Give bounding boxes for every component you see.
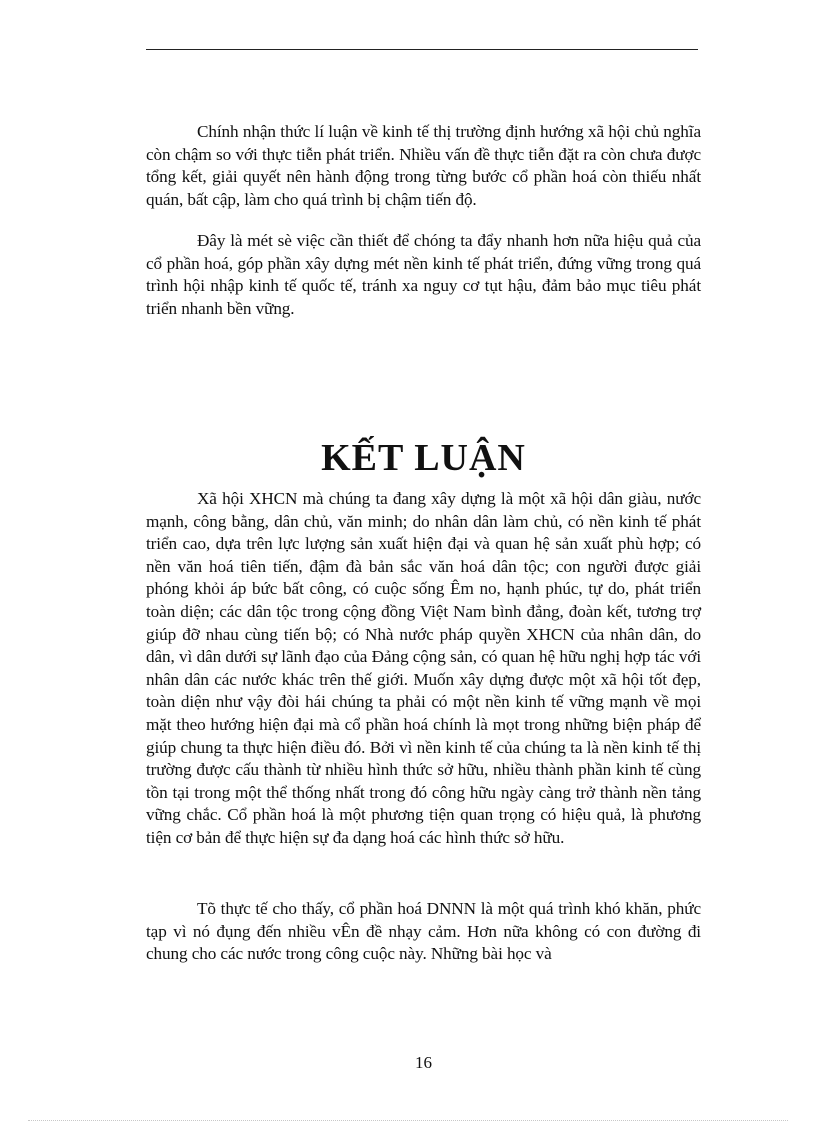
paragraph-conclusion-continued: Tõ thực tế cho thấy, cổ phần hoá DNNN là một quá trình khó khăn, phức tạp vì nó đụng đến nhiều vÊn đề nhạy cảm. Hơn nữa không có con đường đi chung cho các nước trong công cuộc này. Những bài học và <box>146 899 701 964</box>
page-bottom-edge <box>28 1120 788 1121</box>
header-rule <box>146 49 698 50</box>
paragraph-measures: Đây là mét sè việc cần thiết để chóng ta đẩy nhanh hơn nữa hiệu quả của cổ phần hoá, góp phần xây dựng mét nền kinh tế phát triển, đứng vững trong quá trình hội nhập kinh tế quốc tế, tránh xa nguy cơ tụt hậu, đảm bảo mục tiêu phát triển nhanh bền vững. <box>146 231 701 318</box>
paragraph-conclusion-main: Xã hội XHCN mà chúng ta đang xây dựng là một xã hội dân giàu, nước mạnh, công bằng, dân chủ, văn minh; do nhân dân làm chủ, có nền kinh tế phát triển cao, dựa trên lực lượng sản xuất hiện đại và quan hệ sản xuất phù hợp; có nền văn hoá tiên tiến, đậm đà bản sắc văn hoá dân tộc; con người được giải phóng khỏi áp bức bất công, có cuộc sống Êm no, hạnh phúc, tự do, phát triển toàn diện; các dân tộc trong cộng đồng Việt Nam bình đẳng, đoàn kết, tương trợ giúp đỡ nhau cùng tiến bộ; có Nhà nước pháp quyền XHCN của nhân dân, do dân, vì dân dưới sự lãnh đạo của Đảng cộng sản, có quan hệ hữu nghị hợp tác với nhân dân các nước khác trên thế giới. Muốn xây dựng được một xã hội tốt đẹp, toàn diện như vậy đòi hái chúng ta phải có một nền kinh tế vững mạnh về mọi mặt theo hướng hiện đại mà cổ phần hoá chính là mọt trong những biện pháp để giúp chung ta thực hiện điều đó. Bởi vì nền kinh tế của chúng ta là nền kinh tế thị trường được cấu thành từ nhiều hình thức sở hữu, nhiều thành phần kinh tế cùng tồn tại trong một thể thống nhất trong đó công hữu ngày càng trở thành nền tảng vững chắc. Cổ phần hoá là một phương tiện quan trọng có hiệu quả, là phương tiện cơ bản để thực hiện sự đa dạng hoá các hình thức sở hữu. <box>146 489 701 847</box>
section-heading-conclusion: KẾT LUẬN <box>321 437 526 479</box>
page-number: 16 <box>415 1053 432 1072</box>
paragraph-intro: Chính nhận thức lí luận về kinh tế thị trường định hướng xã hội chủ nghĩa còn chậm so với thực tiễn phát triển. Nhiều vấn đề thực tiễn đặt ra còn chưa được tổng kết, giải quyết nên hành động trong từng bước cổ phần hoá còn thiếu nhất quán, bất cập, làm cho quá trình bị chậm tiến độ. <box>146 122 701 209</box>
